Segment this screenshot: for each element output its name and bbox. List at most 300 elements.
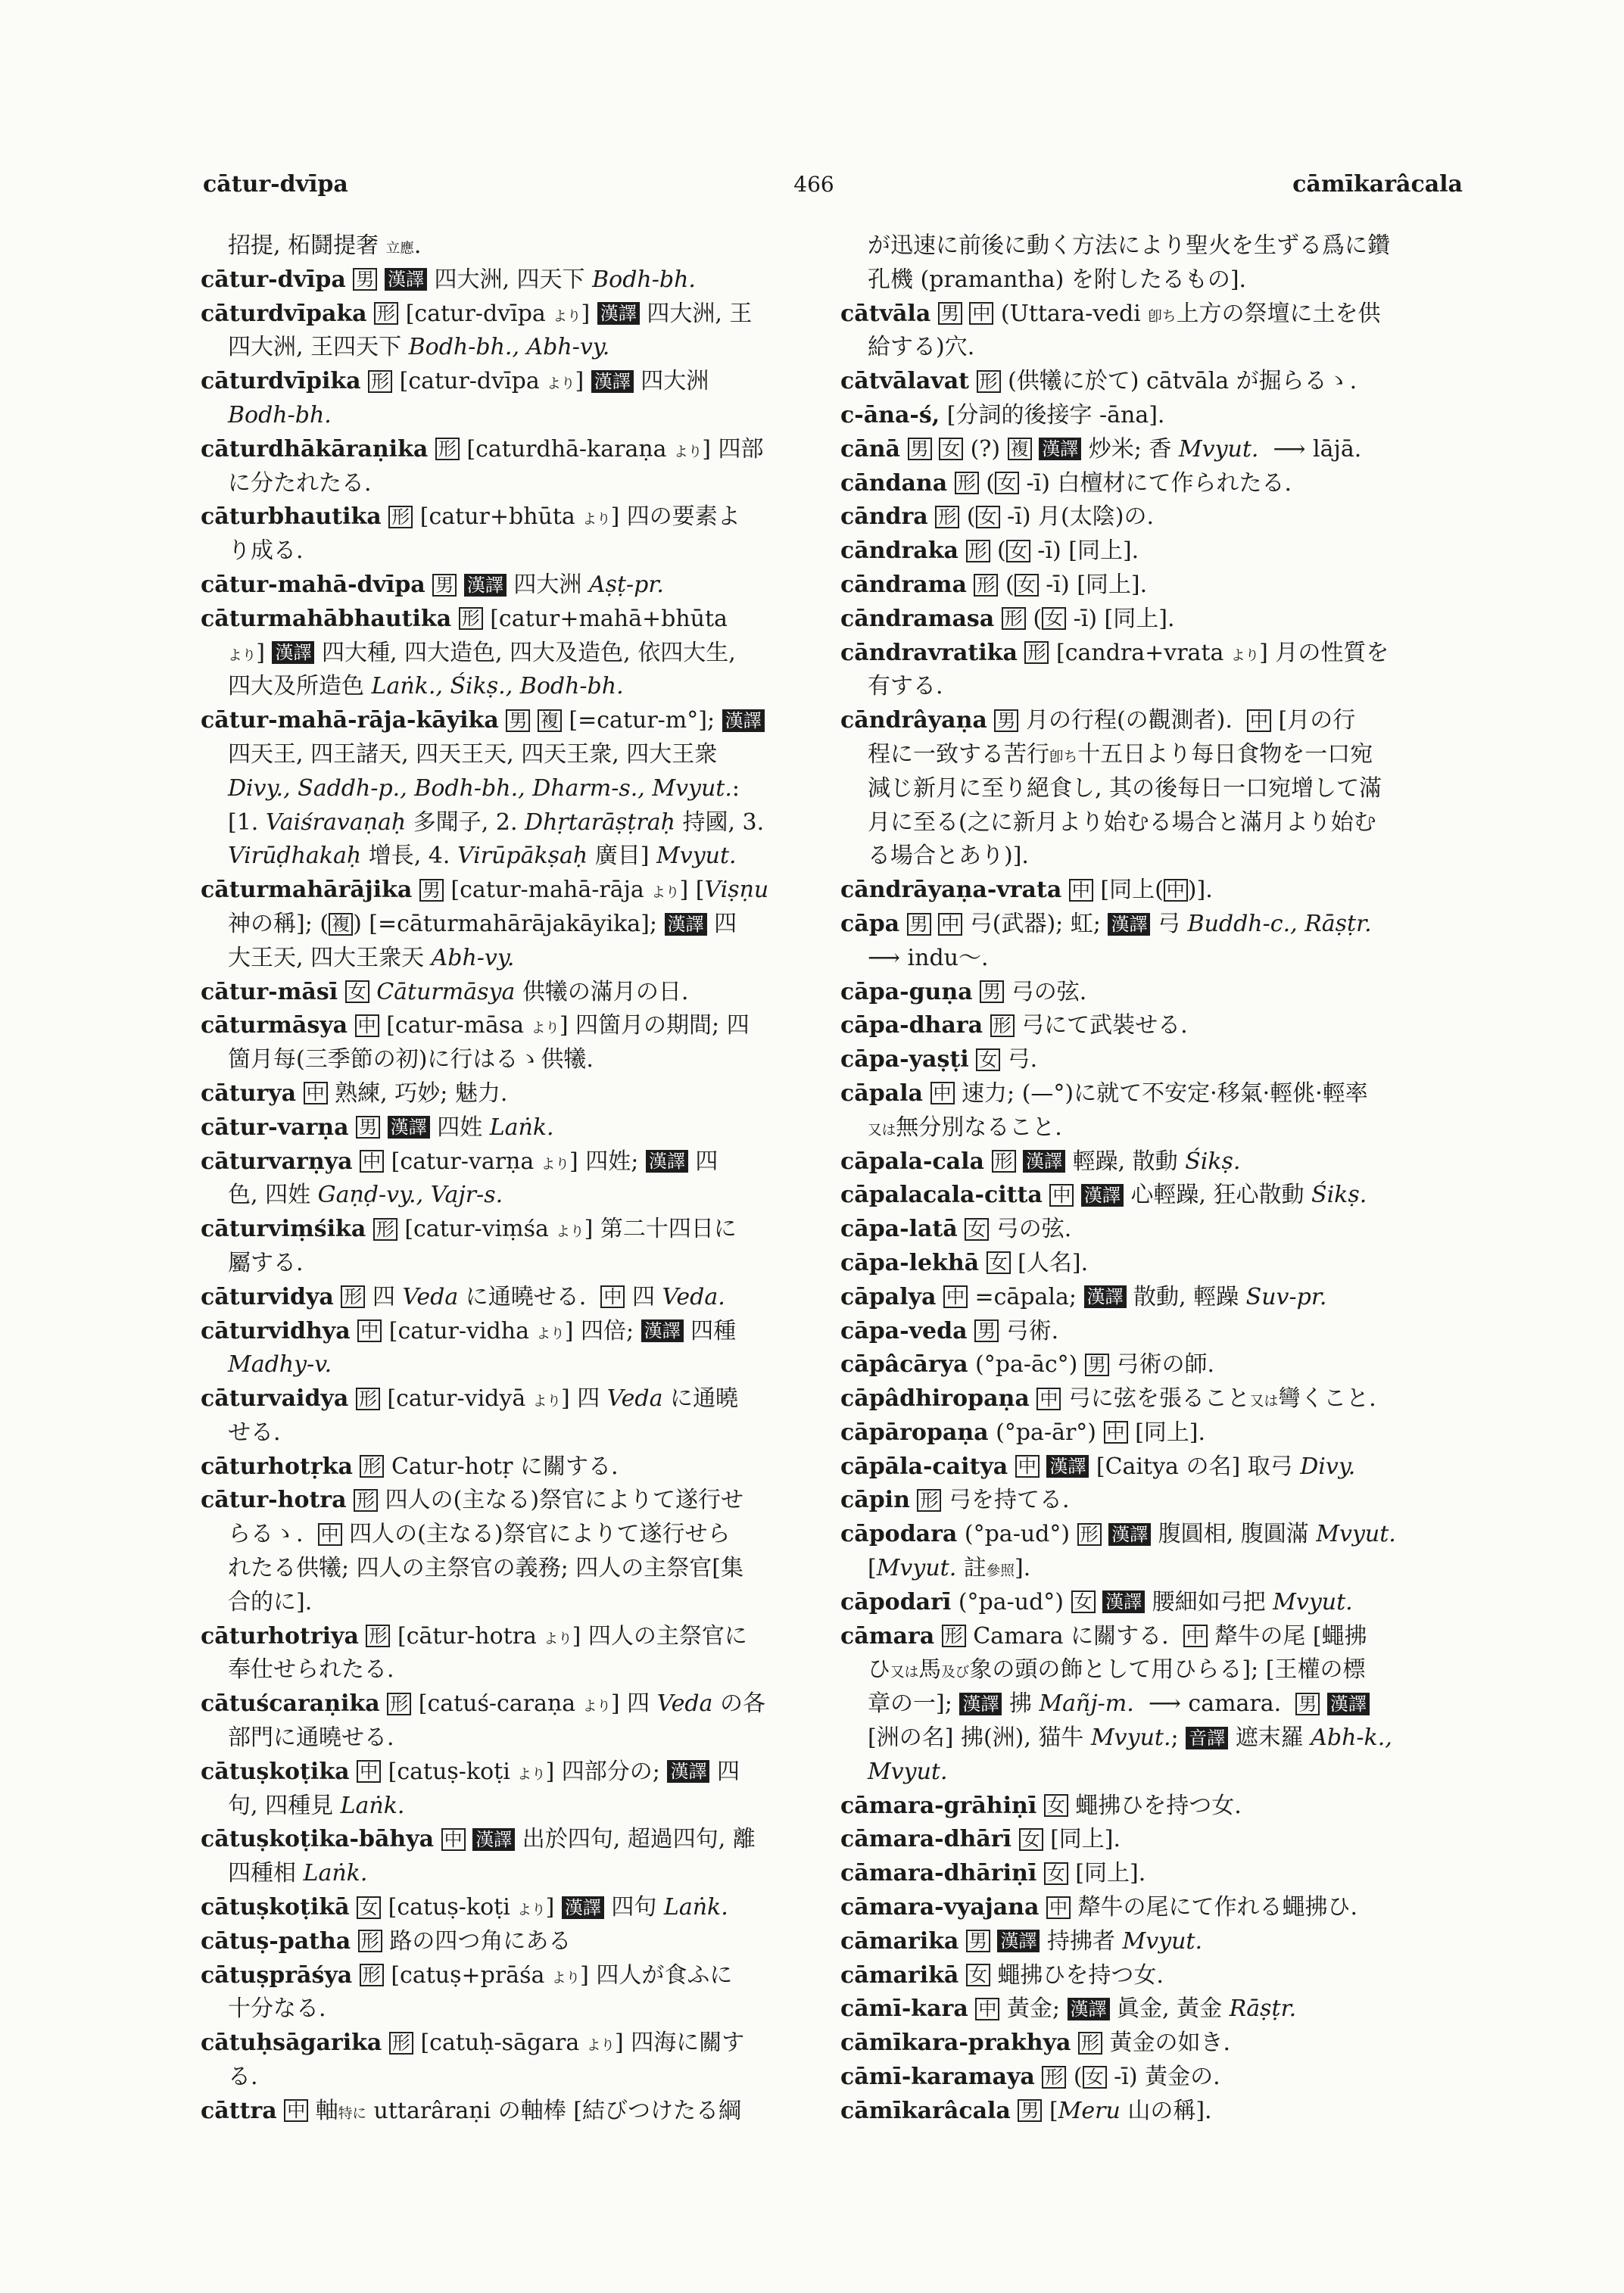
small-note: 又は	[868, 1122, 896, 1139]
text	[359, 1623, 366, 1650]
small-note: より	[553, 308, 581, 325]
grammar-tag: 中	[930, 1082, 955, 1104]
small-note: より	[547, 376, 575, 393]
entry-continuation-line	[201, 534, 810, 569]
source-abbreviation: Vaiśravaṇaḥ	[265, 808, 407, 836]
text	[1039, 1894, 1046, 1921]
text	[1008, 1453, 1015, 1480]
text	[931, 911, 939, 937]
source-abbreviation: Mvyut.	[1178, 435, 1259, 463]
text: (Uttara-vedi	[993, 300, 1149, 327]
entry-line	[840, 1348, 1465, 1382]
grammar-tag: 形	[388, 506, 413, 528]
headword: cātvāla	[840, 300, 931, 327]
headword: cātur-māsī	[201, 978, 338, 1005]
source-abbreviation: Veda.	[662, 1283, 725, 1310]
text	[968, 1318, 975, 1344]
small-note: 卽ち	[1148, 308, 1177, 325]
source-abbreviation: Veda	[656, 1690, 713, 1718]
headword: cātur-dvīpa	[201, 266, 346, 293]
text: 四	[687, 1148, 718, 1175]
grammar-tag: 形	[435, 438, 460, 460]
text	[1018, 640, 1025, 666]
small-note: より	[556, 1224, 584, 1241]
text	[361, 368, 369, 394]
text: 弓を持てる.	[941, 1487, 1070, 1514]
text: -ī) [同上].	[1066, 605, 1175, 632]
text: -ī) 黃金の.	[1106, 2064, 1220, 2091]
headword: cātur-hotra	[201, 1487, 347, 1514]
text: [同上].	[1068, 1860, 1146, 1887]
grammar-tag: 形	[1042, 2066, 1066, 2089]
text: に通曉	[662, 1385, 739, 1413]
entry-line	[201, 874, 810, 908]
text: 黃金の如き.	[1102, 2030, 1231, 2057]
text: 腰細如弓把	[1145, 1588, 1273, 1615]
translation-tag: 漢譯	[997, 1930, 1040, 1952]
text: 山の稱].	[1120, 2097, 1212, 2124]
entry-continuation-line	[840, 1721, 1465, 1756]
grammar-tag: 中	[318, 1523, 342, 1546]
source-abbreviation: Divy.	[1300, 1453, 1356, 1480]
entry-line	[840, 704, 1465, 738]
translation-tag: 漢譯	[591, 370, 634, 393]
text: (	[998, 571, 1015, 598]
entry-line	[840, 603, 1465, 637]
grammar-tag: 男	[356, 1116, 380, 1139]
entry-line	[840, 467, 1465, 501]
text: 四大及所造色	[228, 673, 372, 700]
grammar-tag: 形	[990, 1014, 1015, 1037]
text: [catur-varṇa	[384, 1148, 541, 1175]
text	[530, 707, 538, 734]
headword: cāpa-yaṣṭi	[840, 1046, 969, 1073]
text: [人名].	[1010, 1249, 1089, 1276]
headword: cātuṣkoṭika-bāhya	[201, 1826, 435, 1853]
text: 四	[706, 910, 737, 937]
headword: cāpâcārya	[840, 1351, 968, 1379]
source-abbreviation: Mvyut.	[1122, 1927, 1203, 1955]
text: ]	[575, 368, 591, 395]
text	[934, 1623, 942, 1650]
small-note: 又は	[1249, 1394, 1279, 1410]
source-abbreviation: Divy., Saddh-p., Bodh-bh., Dharm-s., Mvyut.	[228, 774, 732, 802]
text	[984, 1148, 992, 1175]
text	[969, 1046, 977, 1073]
headword: cāpalya	[840, 1283, 937, 1310]
grammar-tag: 形	[974, 574, 998, 597]
entry-continuation-line	[840, 942, 1465, 976]
entry-continuation-line	[201, 1043, 810, 1077]
text: [catur-māsa	[379, 1012, 531, 1039]
text: ]	[581, 300, 597, 327]
text: [同上].	[1127, 1419, 1206, 1446]
text: 四大洲, 王	[639, 300, 753, 327]
source-abbreviation: Śikṣ.	[1311, 1182, 1367, 1209]
text: [caturdhā-karaṇa	[459, 435, 675, 463]
text	[930, 301, 938, 327]
source-abbreviation: Cāturmāsya	[376, 978, 516, 1005]
entry-continuation-line	[201, 399, 810, 433]
source-abbreviation: Aṣṭ-pr.	[588, 571, 664, 598]
source-abbreviation: Laṅk., Śikṣ., Bodh-bh.	[371, 673, 624, 700]
entry-line	[840, 534, 1465, 569]
text: ] 四部分の;	[545, 1758, 668, 1785]
entry-line	[201, 1756, 810, 1790]
small-note: より	[551, 1970, 581, 1986]
text: 犛牛の尾にて作れる蠅拂ひ.	[1070, 1894, 1358, 1921]
text: [=catur-m°];	[561, 707, 722, 734]
headword: cāndramasa	[840, 605, 995, 632]
text	[369, 979, 377, 1005]
text: の各	[712, 1690, 765, 1718]
text: 四人の(主なる)祭官によりて遂行せら	[341, 1521, 731, 1548]
text: [catur-dvīpa	[392, 368, 547, 395]
entry-line	[840, 365, 1465, 399]
small-note: より	[651, 885, 680, 902]
entry-line	[840, 1145, 1465, 1179]
translation-tag: 漢譯	[1023, 1150, 1065, 1173]
translation-tag: 漢譯	[472, 1828, 515, 1851]
grammar-tag: 形	[459, 607, 483, 630]
text: 蠅拂ひを持つ女.	[1068, 1792, 1242, 1819]
text: 四姓	[429, 1114, 490, 1141]
entry-line	[840, 1620, 1465, 1654]
entry-continuation-line	[201, 1857, 810, 1891]
text: 弓の弦.	[989, 1216, 1072, 1243]
text: Camara に關する.	[965, 1622, 1183, 1650]
grammar-tag: 女	[976, 1048, 1000, 1071]
source-abbreviation: Buddh-c., Rāṣṭr.	[1187, 910, 1372, 937]
entry-line	[201, 1111, 810, 1145]
text: 部門に通曉せる.	[228, 1724, 394, 1752]
source-abbreviation: Madhy-v.	[228, 1351, 332, 1379]
source-abbreviation: Śikṣ.	[1185, 1148, 1241, 1175]
headword: cāturdhākāraṇika	[201, 435, 429, 463]
headword: cāmara-grāhiṇī	[840, 1792, 1037, 1819]
text: 出於四句, 超過四句, 離	[515, 1826, 756, 1853]
grammar-tag: 形	[368, 370, 392, 393]
grammar-tag: 女	[1083, 2066, 1107, 2089]
text: [1.	[228, 808, 266, 836]
header-first-entry: cātur-dvīpa	[203, 171, 348, 198]
grammar-tag: 男	[353, 268, 377, 291]
source-abbreviation: Laṅk.	[663, 1894, 728, 1921]
headword: cāpa	[840, 910, 900, 937]
text: :	[731, 774, 740, 802]
source-abbreviation: Laṅk.	[340, 1792, 405, 1819]
headword: cāpodarī	[840, 1588, 952, 1615]
text	[1040, 1453, 1047, 1480]
text	[947, 470, 955, 497]
text: 黃金;	[999, 1995, 1068, 2023]
text: [catur-dvīpa	[398, 300, 553, 327]
entry-line	[840, 1857, 1465, 1891]
headword: cāpala-cala	[840, 1148, 984, 1175]
entry-continuation-line	[201, 229, 810, 263]
entry-line	[840, 1992, 1465, 2027]
text	[928, 503, 936, 530]
headword: cānā	[840, 435, 900, 463]
text: 四	[709, 1758, 740, 1785]
text: (?)	[963, 435, 1008, 463]
entry-line	[840, 1450, 1465, 1485]
text: ]	[256, 639, 273, 666]
text	[936, 1284, 943, 1310]
entry-line	[840, 1009, 1465, 1043]
small-note: 及び	[941, 1665, 970, 1681]
grammar-tag: 複	[329, 913, 353, 936]
text: 供犧の滿月の日.	[515, 978, 689, 1005]
grammar-tag: 女	[995, 472, 1019, 494]
grammar-tag: 形	[942, 1625, 966, 1647]
text: 心輕躁, 狂心散動	[1123, 1182, 1312, 1209]
text	[990, 1928, 998, 1955]
text	[348, 1012, 355, 1039]
text	[347, 1487, 354, 1513]
source-abbreviation: Mvyut.	[656, 843, 737, 870]
text	[350, 1894, 357, 1921]
headword: cātuḥsāgarika	[201, 2030, 382, 2057]
headword: cāpa-guṇa	[840, 978, 973, 1005]
text	[348, 1385, 356, 1412]
entry-continuation-line	[840, 331, 1465, 365]
text: 合的に].	[228, 1588, 313, 1615]
text	[1102, 1521, 1109, 1547]
headword: cāmī-kara	[840, 1995, 968, 2023]
headword: cāndravratika	[840, 639, 1018, 666]
entry-line	[840, 1586, 1465, 1620]
small-note: より	[517, 1902, 546, 1919]
entry-continuation-line	[201, 1790, 810, 1824]
headword: cāpalacala-citta	[840, 1182, 1043, 1209]
entry-continuation-line	[840, 263, 1465, 298]
text: (°pa-ud°)	[957, 1521, 1077, 1548]
headword: cāpa-latā	[840, 1216, 958, 1243]
text: ⟶ camara.	[1133, 1690, 1296, 1718]
text	[959, 1962, 966, 1989]
source-abbreviation: Laṅk.	[303, 1860, 368, 1887]
grammar-tag: 中	[1183, 1625, 1208, 1647]
text	[932, 436, 940, 463]
headword: cāturbhautika	[201, 503, 382, 531]
grammar-tag: 女	[1044, 1794, 1068, 1817]
text	[979, 1250, 987, 1276]
grammar-tag: 形	[374, 302, 398, 325]
grammar-tag: 中	[284, 2099, 308, 2122]
text: 持拂者	[1040, 1927, 1123, 1955]
text	[973, 979, 980, 1005]
text: 四大洲	[506, 571, 589, 598]
translation-tag: 漢譯	[388, 1116, 430, 1139]
text	[967, 572, 974, 598]
text: 四種	[683, 1317, 737, 1344]
entry-line	[201, 603, 810, 637]
text: 註	[956, 1555, 987, 1582]
text: 象の頭の飾として用ひらる]; [王權の標	[969, 1656, 1366, 1684]
text: る.	[228, 2064, 258, 2091]
grammar-tag: 男	[1018, 2099, 1042, 2122]
text: 四天王, 四王諸天, 四天王天, 四天王衆, 四大王衆	[228, 740, 718, 768]
source-abbreviation: Mvyut.	[1090, 1724, 1171, 1752]
grammar-tag: 男	[1295, 1693, 1320, 1715]
entry-line	[201, 1484, 810, 1518]
translation-tag: 漢譯	[1108, 1523, 1151, 1546]
source-abbreviation: Veda	[402, 1283, 459, 1310]
entry-continuation-line	[201, 1179, 810, 1213]
entry-line	[201, 1823, 810, 1857]
grammar-tag: 女	[357, 1896, 381, 1919]
text: 路の四つ角にある	[382, 1927, 572, 1955]
text	[1074, 1182, 1081, 1208]
entry-line	[201, 500, 810, 534]
headword: cāturvidhya	[201, 1317, 351, 1344]
text: らるゝ.	[228, 1521, 318, 1548]
text	[457, 572, 464, 598]
text	[1071, 2030, 1078, 2056]
small-note: より	[586, 2038, 616, 2055]
grammar-tag: 女	[1019, 1828, 1043, 1851]
entry-continuation-line	[201, 467, 810, 501]
text	[351, 1318, 358, 1344]
text: 炒米; 香	[1081, 435, 1179, 463]
text: (	[990, 537, 1006, 565]
text	[1096, 1589, 1103, 1615]
grammar-tag: 男	[907, 913, 931, 936]
headword: cāndana	[840, 469, 948, 497]
entry-line	[840, 298, 1465, 332]
text: =cāpala;	[967, 1283, 1084, 1310]
entry-line	[201, 1213, 810, 1247]
text: 弓の弦.	[1004, 978, 1087, 1005]
text	[451, 606, 459, 632]
text	[1011, 1826, 1019, 1852]
grammar-tag: 形	[360, 1964, 384, 1986]
grammar-tag: 形	[1078, 2032, 1102, 2055]
grammar-tag: 形	[373, 1218, 397, 1241]
entry-continuation-line	[201, 772, 810, 806]
page-number: 466	[793, 172, 834, 197]
headword: cāndrama	[840, 571, 967, 598]
grammar-tag: 形	[992, 1150, 1016, 1173]
small-note: 特に	[338, 2105, 366, 2122]
text: に通曉せる.	[458, 1283, 601, 1310]
translation-tag: 漢譯	[959, 1693, 1002, 1715]
entry-line	[201, 1959, 810, 1993]
small-note: より	[532, 1394, 561, 1410]
grammar-tag: 女	[1044, 1862, 1068, 1885]
text: ] 四倍;	[564, 1317, 641, 1344]
grammar-tag: 女	[939, 438, 963, 460]
entry-line	[201, 365, 810, 399]
source-abbreviation: Bodh-bh., Abh-vy.	[408, 334, 610, 361]
grammar-tag: 男	[966, 1930, 990, 1952]
grammar-tag: 男	[506, 709, 530, 732]
entry-line	[201, 1620, 810, 1654]
translation-tag: 漢譯	[464, 574, 507, 597]
headword: cāturhotriya	[201, 1622, 359, 1650]
grammar-tag: 女	[1042, 607, 1066, 630]
grammar-tag: 複	[538, 709, 562, 732]
entry-continuation-line	[201, 2061, 810, 2095]
source-abbreviation: Mvyut.	[876, 1555, 957, 1582]
headword: cāturdvīpika	[201, 368, 361, 395]
entry-line	[201, 1687, 810, 1721]
headword: cātur-mahā-rāja-kāyika	[201, 707, 499, 734]
text: 句, 四種見	[228, 1792, 341, 1819]
headword: cāpa-lekhā	[840, 1249, 980, 1276]
small-note: 立應	[385, 241, 414, 257]
text	[353, 1453, 360, 1480]
text	[987, 707, 995, 734]
text: 神の稱]; (	[228, 910, 329, 937]
entry-line	[201, 1077, 810, 1111]
entry-continuation-line	[201, 1653, 810, 1687]
text: 增長, 4.	[361, 843, 457, 870]
entry-line	[840, 1790, 1465, 1824]
headword: cātur-varṇa	[201, 1114, 349, 1141]
text: [catur-viṃśa	[397, 1216, 556, 1243]
text: [	[868, 1555, 877, 1582]
entry-line	[840, 1959, 1465, 1993]
translation-tag: 漢譯	[667, 1760, 709, 1783]
entry-line	[840, 500, 1465, 534]
text: り成る.	[228, 537, 304, 565]
text	[346, 266, 354, 293]
grammar-tag: 中	[600, 1285, 625, 1308]
entry-line	[840, 1213, 1465, 1247]
text	[1036, 1860, 1044, 1886]
source-abbreviation: Mvyut.	[1273, 1588, 1353, 1615]
grammar-tag: 中	[1164, 879, 1188, 902]
headword: cāmara-dhāriṇī	[840, 1860, 1037, 1887]
translation-tag: 漢譯	[1039, 438, 1081, 460]
text: 犛牛の尾 [蠅拂	[1207, 1622, 1367, 1650]
small-note: より	[1230, 647, 1260, 664]
headword: cāmara-vyajana	[840, 1894, 1040, 1921]
text: 熟練, 巧妙; 魅力.	[327, 1080, 508, 1107]
text	[962, 301, 970, 327]
text: ]	[545, 1894, 562, 1921]
text: 招提, 柘鬪提奢	[228, 232, 386, 259]
small-note: より	[536, 1326, 565, 1342]
headword: cāturvarṇya	[201, 1148, 353, 1175]
text	[1036, 1793, 1044, 1819]
entry-line	[840, 1077, 1465, 1111]
headword: cātuṣ-patha	[201, 1927, 351, 1955]
headword: cāmīkarâcala	[840, 2097, 1011, 2124]
entry-continuation-line	[840, 1552, 1465, 1586]
translation-tag: 音譯	[1186, 1727, 1228, 1749]
text	[910, 1487, 918, 1513]
grammar-tag: 形	[341, 1285, 365, 1308]
headword: cāturvaidya	[201, 1385, 349, 1413]
headword: cāmara-dhārī	[840, 1826, 1012, 1853]
entry-continuation-line	[840, 1653, 1465, 1687]
grammar-tag: 中	[1036, 1388, 1061, 1410]
text	[377, 266, 385, 293]
entry-line	[201, 1891, 810, 1925]
text: -ī) [同上].	[1038, 571, 1148, 598]
text	[900, 436, 908, 463]
text: が迅速に前後に動く方法により聖火を生ずる爲に鑽	[868, 232, 1390, 259]
grammar-tag: 中	[969, 302, 993, 325]
entry-line	[201, 263, 810, 298]
text	[1016, 1148, 1024, 1175]
grammar-tag: 形	[387, 1693, 411, 1715]
entry-line	[840, 976, 1465, 1010]
headword: cāndrāyaṇa-vrata	[840, 877, 1062, 904]
